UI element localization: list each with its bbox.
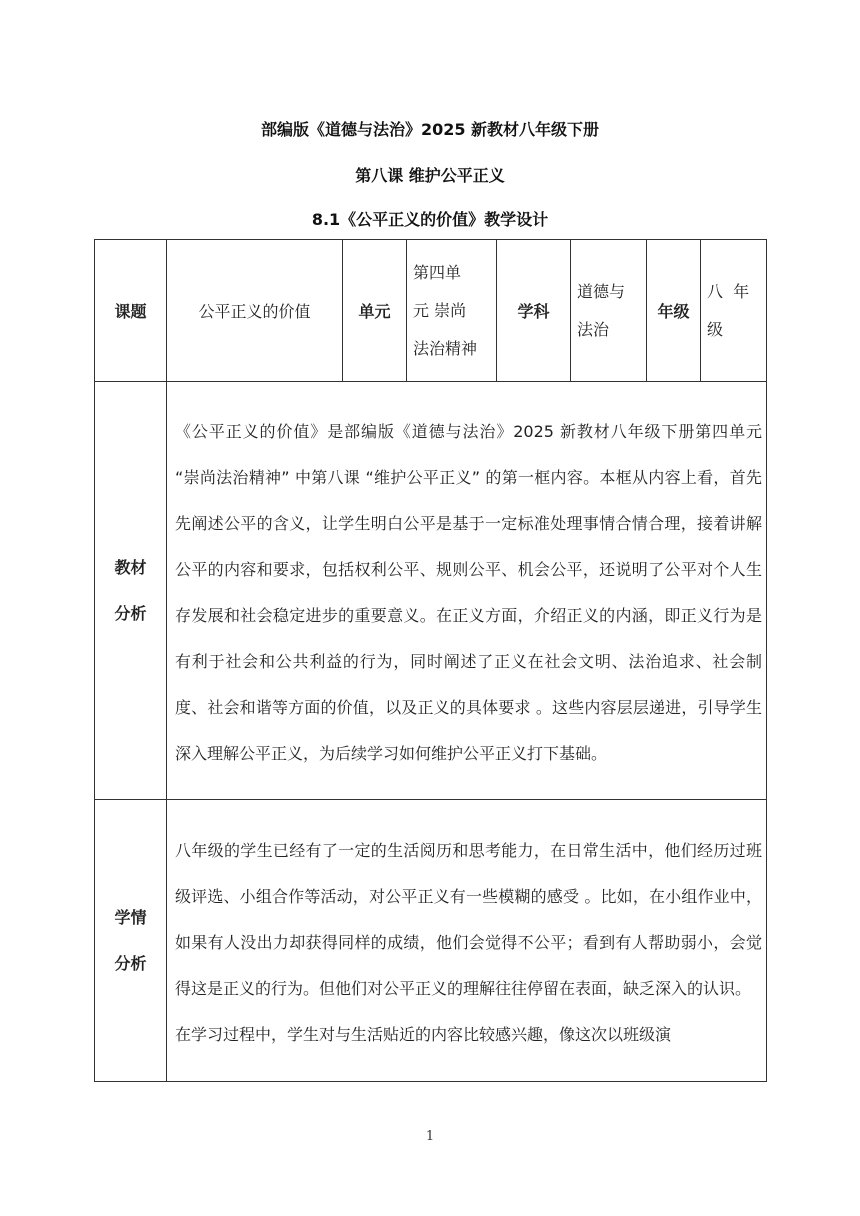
subject-value-line: 道德与 <box>577 281 626 301</box>
document-title: 部编版《道德与法治》2025 新教材八年级下册 <box>260 120 600 139</box>
grade-value-line: 级 <box>707 319 724 339</box>
subject-value-line: 法治 <box>577 319 610 339</box>
topic-value: 公平正义的价值 <box>167 240 343 382</box>
label-line: 学情 <box>114 907 147 927</box>
unit-value-line: 第四单 <box>413 262 462 282</box>
unit-value-line: 元 崇尚 <box>413 300 467 320</box>
lesson-title: 第八课 维护公平正义 <box>355 166 505 185</box>
page-number: 1 <box>425 1129 435 1144</box>
unit-value-line: 法治精神 <box>413 338 478 358</box>
topic-label: 课题 <box>95 240 167 382</box>
label-line: 教材 <box>114 557 147 577</box>
student-analysis-paragraph: 八年级的学生已经有了一定的生活阅历和思考能力，在日常生活中，他们经历过班级评选、小组合作等活动，对公平正义有一些模糊的感受 。比如，在小组作业中，如果有人没出力却获得同样的成绩，他们会觉得不公平；看到有人帮助弱小，会觉得这是正义的行为。但他们对公平正义的理解往往停留在表面，缺乏深入的认识。 <box>175 840 762 998</box>
subject-value <box>571 240 647 382</box>
label-line: 分析 <box>114 603 147 623</box>
grade-value <box>701 240 767 382</box>
student-analysis-paragraph: 在学习过程中，学生对与生活贴近的内容比较感兴趣，像这次以班级演 <box>175 1024 672 1044</box>
textbook-analysis-row <box>95 382 767 800</box>
textbook-analysis-paragraph: 《公平正义的价值》是部编版《道德与法治》2025 新教材八年级下册第四单元 “崇尚法治精神” 中第八课 “维护公平正义” 的第一框内容。本框从内容上看，首先先阐述公平的含义，让学生明白公平是基于一定标准处理事情合情合理，接着讲解公平的内容和要求，包括权利公平、规则公平、机会公平，还说明了公平对个人生存发展和社会稳定进步的重要意义。在正义方面，介绍正义的内涵，即正义行为是有利于社会和公共利益的行为，同时阐述了正义在社会文明、法治追求、社会制度、社会和谐等方面的价值，以及正义的具体要求 。这些内容层层递进，引导学生深入理解公平正义，为后续学习如何维护公平正义打下基础。 <box>175 421 762 763</box>
unit-value <box>407 240 497 382</box>
subject-label: 学科 <box>497 240 571 382</box>
label-line: 分析 <box>114 953 147 973</box>
student-analysis-row <box>95 800 767 1082</box>
grade-value-line: 八 年 <box>707 281 750 301</box>
student-analysis-label <box>95 800 167 1082</box>
info-row <box>95 240 767 382</box>
section-title: 8.1《公平正义的价值》教学设计 <box>311 210 549 229</box>
unit-label: 单元 <box>343 240 407 382</box>
student-analysis-text <box>167 800 767 1082</box>
textbook-analysis-text <box>167 382 767 800</box>
textbook-analysis-label <box>95 382 167 800</box>
lesson-plan-table <box>94 239 767 1082</box>
grade-label: 年级 <box>647 240 701 382</box>
